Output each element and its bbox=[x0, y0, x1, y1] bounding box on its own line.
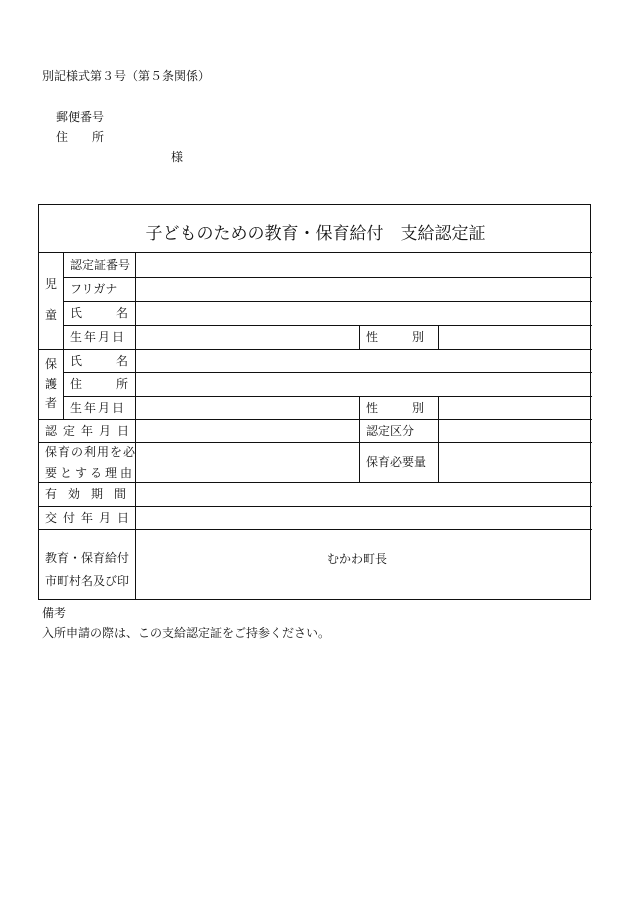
cert-number-label: 認定証番号 bbox=[70, 258, 131, 272]
row-divider bbox=[39, 252, 592, 253]
row-divider bbox=[39, 506, 592, 507]
certificate-form bbox=[38, 204, 591, 600]
remarks-label: 備考 bbox=[42, 606, 67, 620]
column-divider bbox=[135, 252, 136, 599]
row-divider bbox=[39, 482, 592, 483]
child-birthdate-label: 生年月日 bbox=[70, 330, 127, 344]
validity-label: 有効期間 bbox=[45, 487, 138, 501]
child-group-label: 児 童 bbox=[44, 277, 57, 322]
child-sex-label: 性 別 bbox=[366, 330, 424, 344]
reason-label-line1: 保育の利用を必 bbox=[45, 445, 137, 459]
guardian-birthdate-label: 生年月日 bbox=[70, 401, 127, 415]
column-divider bbox=[438, 396, 439, 482]
column-divider bbox=[438, 325, 439, 349]
issuer-name: むかわ町長 bbox=[327, 552, 388, 566]
form-title: 子どものための教育・保育給付 支給認定証 bbox=[145, 224, 486, 244]
guardian-address-label: 住 所 bbox=[70, 377, 128, 391]
reason-label-line2: 要とする理由 bbox=[45, 466, 136, 480]
row-divider bbox=[39, 529, 592, 530]
row-divider bbox=[63, 277, 592, 278]
guardian-group-label: 保 護 者 bbox=[44, 357, 57, 410]
column-divider bbox=[359, 396, 360, 482]
address-label: 住 所 bbox=[56, 130, 105, 144]
column-divider bbox=[359, 325, 360, 349]
issuer-label-line1: 教育・保育給付 bbox=[45, 551, 130, 565]
child-name-label: 氏 名 bbox=[70, 306, 128, 320]
row-divider bbox=[63, 396, 592, 397]
row-divider bbox=[39, 419, 592, 420]
issue-date-label: 交付年月日 bbox=[45, 511, 136, 525]
cert-date-label: 認定年月日 bbox=[45, 424, 136, 438]
row-divider bbox=[63, 372, 592, 373]
form-number: 別記様式第３号（第５条関係） bbox=[42, 69, 211, 83]
remarks-text: 入所申請の際は、この支給認定証をご持参ください。 bbox=[42, 626, 331, 640]
guardian-sex-label: 性 別 bbox=[366, 401, 424, 415]
issuer-label-line2: 市町村名及び印 bbox=[45, 574, 130, 588]
row-divider bbox=[63, 301, 592, 302]
cert-category-label: 認定区分 bbox=[366, 424, 415, 438]
honorific: 様 bbox=[171, 150, 184, 164]
furigana-label: フリガナ bbox=[70, 282, 118, 296]
column-divider bbox=[63, 252, 64, 419]
row-divider bbox=[39, 349, 592, 350]
care-amount-label: 保育必要量 bbox=[366, 455, 427, 469]
row-divider bbox=[63, 325, 592, 326]
guardian-name-label: 氏 名 bbox=[70, 354, 128, 368]
postal-code-label: 郵便番号 bbox=[56, 110, 105, 124]
row-divider bbox=[39, 442, 592, 443]
